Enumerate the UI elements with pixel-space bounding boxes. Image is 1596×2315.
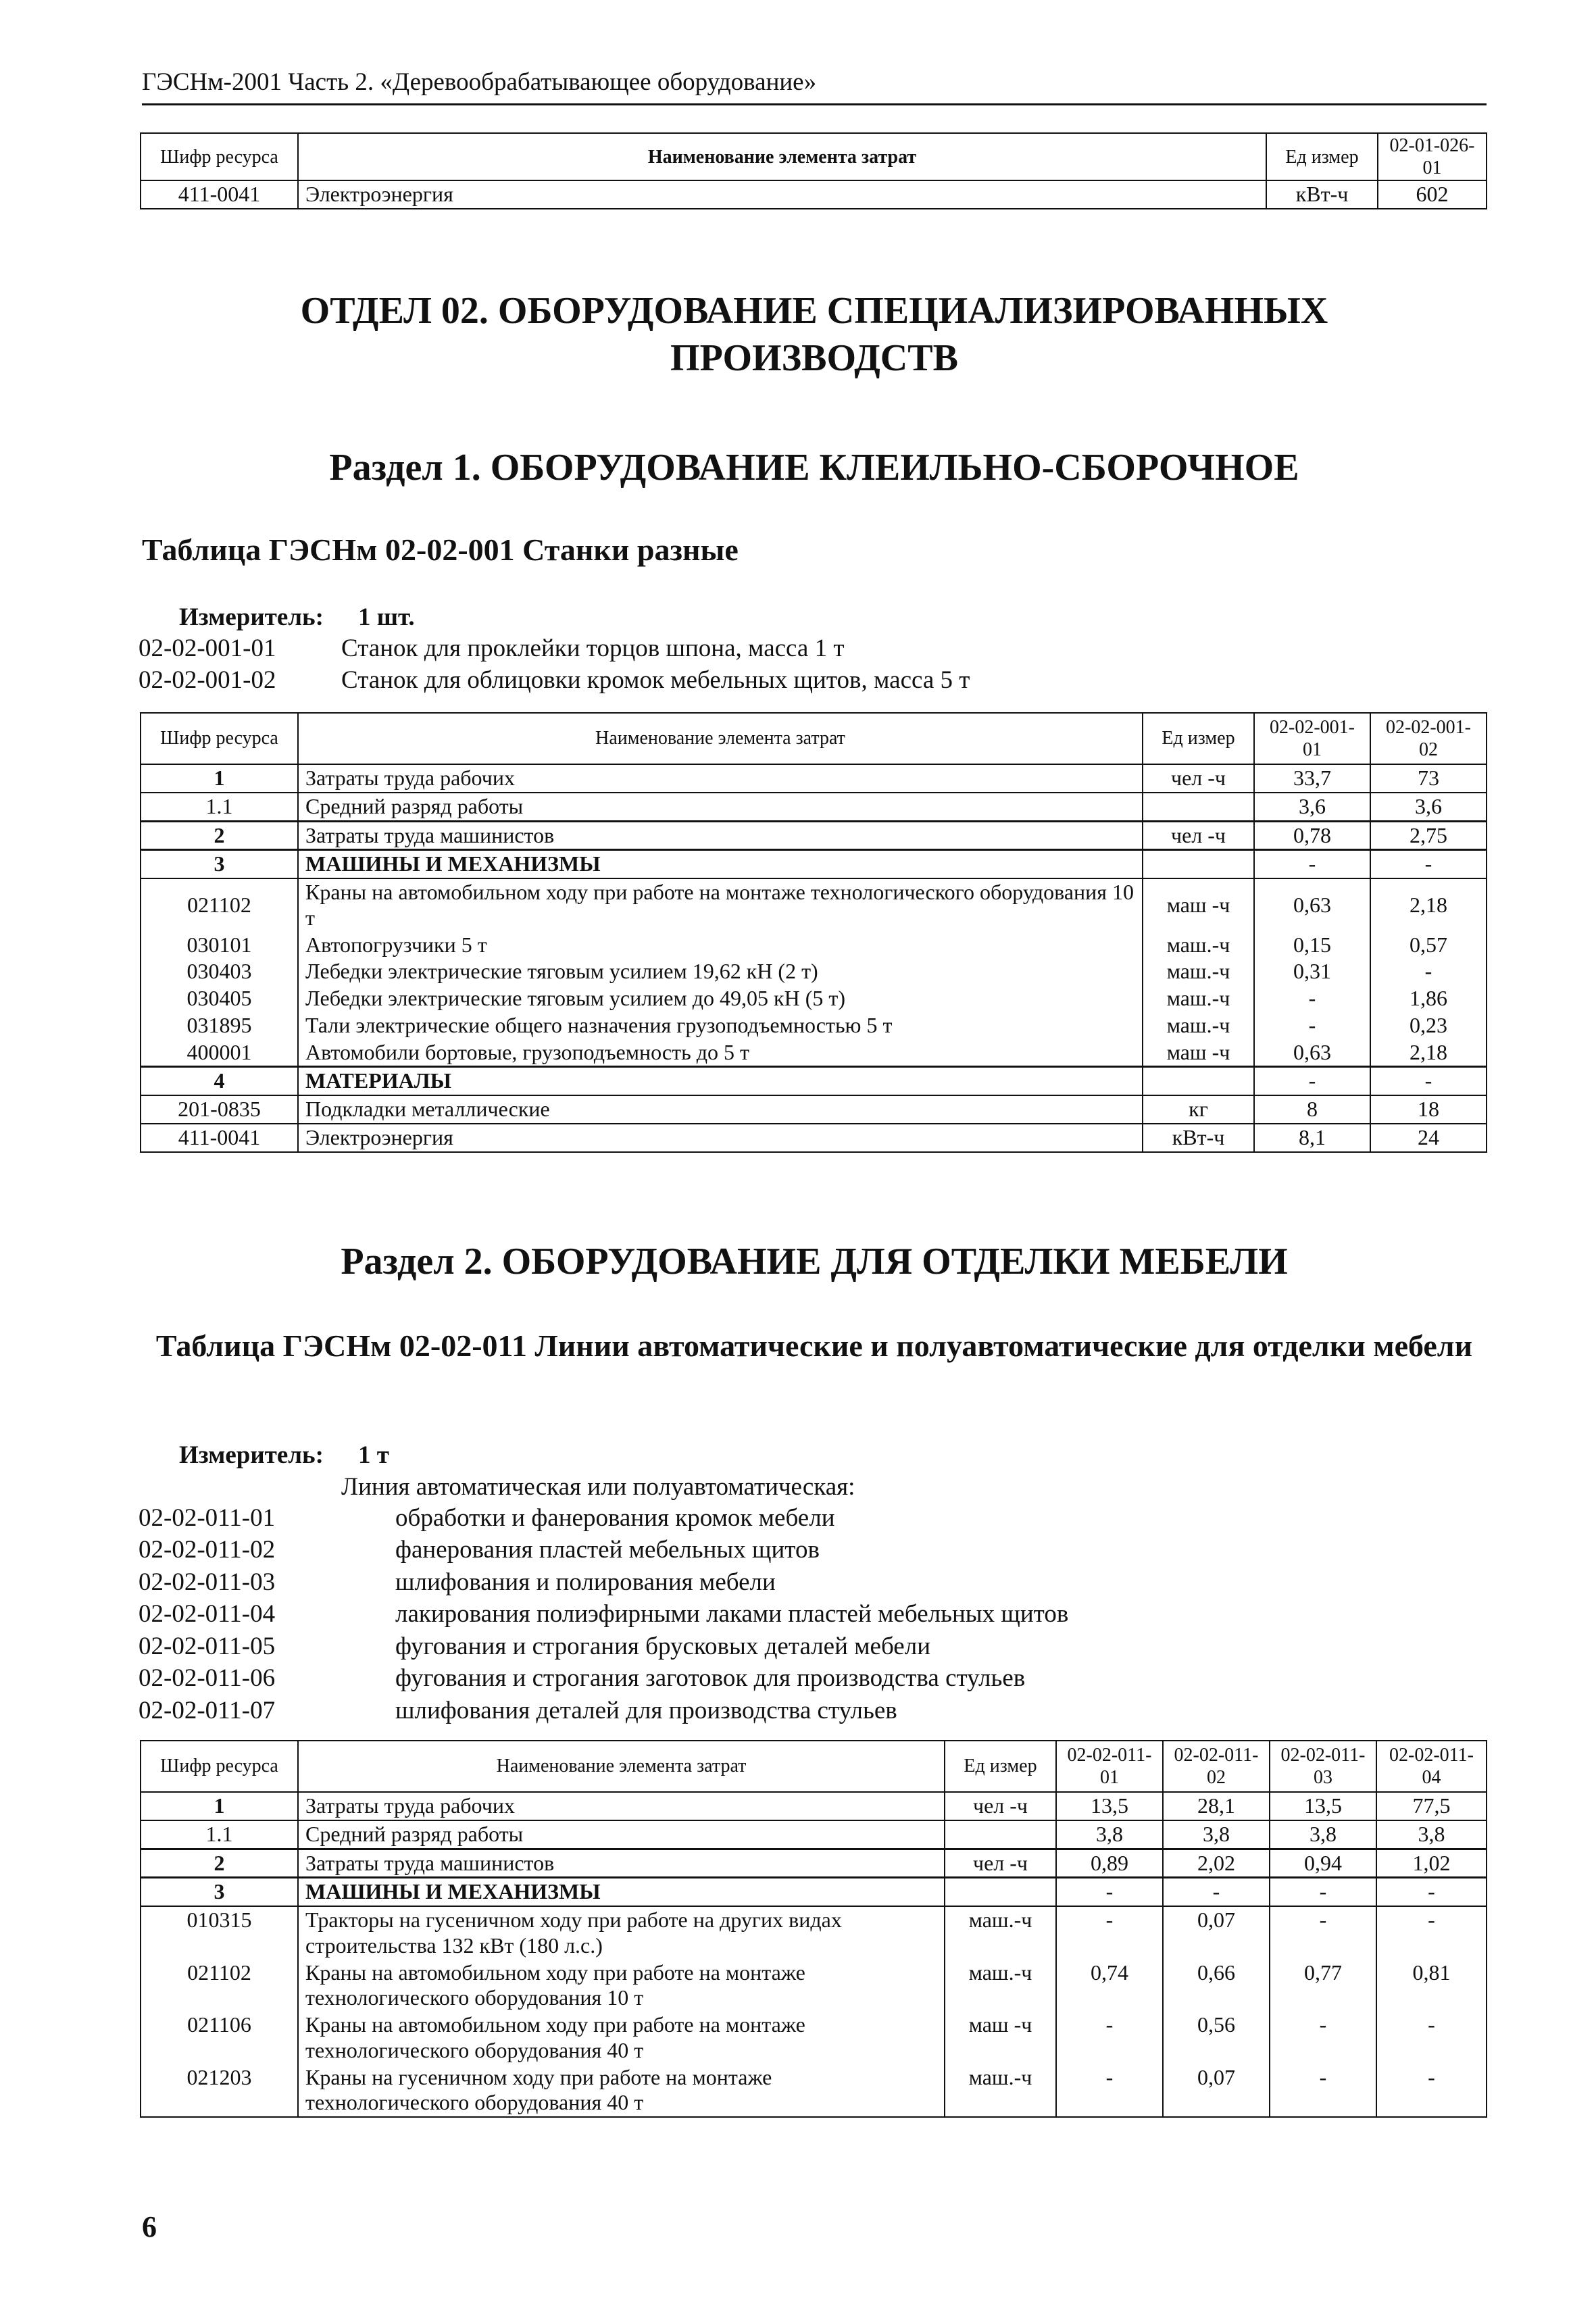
name-cell: Подкладки металлические [298, 1095, 1143, 1124]
section2-meter-label: Измеритель: [179, 1441, 324, 1469]
code-cell: 021106 [141, 2012, 298, 2064]
unit-cell: маш.-ч [1143, 932, 1254, 959]
unit-cell: маш -ч [945, 2012, 1056, 2064]
item-text: фугования и строгания брусковых деталей мебели [395, 1633, 930, 1660]
code-cell: 021102 [141, 878, 298, 932]
name-cell: Лебедки электрические тяговым усилием 19,62 кН (2 т) [298, 958, 1143, 985]
name-cell: Затраты труда рабочих [298, 764, 1143, 793]
value-cell: 0,66 [1163, 1960, 1270, 2012]
name-cell: МАШИНЫ И МЕХАНИЗМЫ [298, 850, 1143, 878]
header-cell: Шифр ресурса [141, 1741, 298, 1792]
table-row [141, 958, 1487, 985]
value-cell: 1,86 [1370, 985, 1487, 1012]
code-cell: 2 [141, 821, 298, 850]
value-cell: 8 [1254, 1095, 1370, 1124]
item-code: 02-02-011-04 [139, 1600, 276, 1628]
item-text: обработки и фанерования кромок мебели [395, 1504, 835, 1532]
value-cell: - [1056, 2064, 1163, 2118]
page-number: 6 [142, 2210, 157, 2243]
code-cell: 201-0835 [141, 1095, 298, 1124]
value-cell: 0,07 [1163, 1906, 1270, 1960]
value-cell: - [1270, 1878, 1376, 1906]
unit-cell [1143, 793, 1254, 821]
code-cell: 1.1 [141, 793, 298, 821]
value-cell: - [1254, 985, 1370, 1012]
unit-cell [945, 1878, 1056, 1906]
value-cell: 0,23 [1370, 1012, 1487, 1039]
table-row [141, 1820, 1487, 1849]
code-cell: 3 [141, 1878, 298, 1906]
table-header [141, 1741, 1487, 1792]
code-cell: 010315 [141, 1906, 298, 1960]
unit-cell: кВт-ч [1143, 1124, 1254, 1152]
header-cell: Наименование элемента затрат [298, 133, 1266, 180]
table-row [141, 1067, 1487, 1095]
value-cell: - [1254, 1012, 1370, 1039]
header-cell: 02-01-026-01 [1378, 133, 1487, 180]
value-cell: - [1376, 1878, 1487, 1906]
unit-cell [1143, 850, 1254, 878]
item-code: 02-02-011-03 [139, 1568, 276, 1596]
value-cell: 0,15 [1254, 932, 1370, 959]
top-table [140, 132, 1487, 209]
header-cell: 02-02-011-04 [1376, 1741, 1487, 1792]
unit-cell: чел -ч [945, 1792, 1056, 1820]
name-cell: Затраты труда рабочих [298, 1792, 945, 1820]
unit-cell [1143, 1067, 1254, 1095]
value-cell: 0,77 [1270, 1960, 1376, 2012]
code-cell: 2 [141, 1849, 298, 1878]
code-cell: 400001 [141, 1039, 298, 1067]
value-cell: - [1270, 2012, 1376, 2064]
item-code: 02-02-011-01 [139, 1504, 276, 1532]
table-row [141, 764, 1487, 793]
value-cell: - [1056, 1906, 1163, 1960]
name-cell: Электроэнергия [298, 180, 1266, 209]
value-cell: 33,7 [1254, 764, 1370, 793]
value-cell: 0,63 [1254, 878, 1370, 932]
section1-meter-label: Измеритель: [179, 603, 324, 631]
header-cell: Ед измер [945, 1741, 1056, 1792]
value-cell: 0,74 [1056, 1960, 1163, 2012]
table-row [141, 1039, 1487, 1067]
section2-table [140, 1740, 1487, 2118]
table-row [141, 793, 1487, 821]
table-row [141, 1792, 1487, 1820]
value-cell: - [1254, 850, 1370, 878]
value-cell: 13,5 [1056, 1792, 1163, 1820]
code-cell: 3 [141, 850, 298, 878]
item-text: шлифования и полирования мебели [395, 1568, 776, 1596]
item-text: Станок для облицовки кромок мебельных щитов, масса 5 т [341, 666, 970, 694]
name-cell: Автопогрузчики 5 т [298, 932, 1143, 959]
code-cell: 031895 [141, 1012, 298, 1039]
table-row [141, 932, 1487, 959]
value-cell: 0,56 [1163, 2012, 1270, 2064]
table-row [141, 878, 1487, 932]
value-cell: - [1163, 1878, 1270, 1906]
section1-heading: Раздел 1. ОБОРУДОВАНИЕ КЛЕИЛЬНО-СБОРОЧНОЕ [329, 447, 1299, 489]
code-cell: 4 [141, 1067, 298, 1095]
table-row [141, 821, 1487, 850]
table-row [141, 1960, 1487, 2012]
unit-cell: маш.-ч [1143, 985, 1254, 1012]
section2-table-title: Таблица ГЭСНм 02-02-011 Линии автоматические и полуавтоматические для отделки мебели [155, 1328, 1473, 1363]
value-cell: 3,8 [1163, 1820, 1270, 1849]
section1-meter-value: 1 шт. [358, 603, 415, 631]
code-cell: 1 [141, 764, 298, 793]
code-cell: 030403 [141, 958, 298, 985]
item-text: шлифования деталей для производства стульев [395, 1697, 897, 1724]
value-cell: - [1056, 1878, 1163, 1906]
top-table-header [141, 133, 1487, 180]
header-cell: 02-02-011-02 [1163, 1741, 1270, 1792]
section1-table-title: Таблица ГЭСНм 02-02-001 Станки разные [142, 532, 739, 567]
value-cell: - [1270, 1906, 1376, 1960]
value-cell: - [1270, 2064, 1376, 2118]
value-cell: 3,6 [1370, 793, 1487, 821]
table-row [141, 180, 1487, 209]
value-cell: 3,8 [1270, 1820, 1376, 1849]
value-cell: 2,18 [1370, 878, 1487, 932]
value-cell: 0,78 [1254, 821, 1370, 850]
table-row [141, 2012, 1487, 2064]
item-text: фанерования пластей мебельных щитов [395, 1536, 820, 1564]
item-text: фугования и строгания заготовок для производства стульев [395, 1664, 1026, 1692]
unit-cell: маш.-ч [945, 1906, 1056, 1960]
unit-cell: маш.-ч [1143, 958, 1254, 985]
value-cell: 0,57 [1370, 932, 1487, 959]
item-code: 02-02-011-06 [139, 1664, 276, 1692]
table-row [141, 1906, 1487, 1960]
header-cell: Шифр ресурса [141, 713, 298, 764]
table-header [141, 713, 1487, 764]
value-cell: 73 [1370, 764, 1487, 793]
value-cell: 0,94 [1270, 1849, 1376, 1878]
unit-cell: чел -ч [1143, 764, 1254, 793]
table-row [141, 1124, 1487, 1152]
header-cell: Шифр ресурса [141, 133, 298, 180]
item-code: 02-02-011-05 [139, 1633, 276, 1660]
department-heading: ОТДЕЛ 02. ОБОРУДОВАНИЕ СПЕЦИАЛИЗИРОВАННЫХ ПРОИЗВОДСТВ [300, 290, 1328, 379]
value-cell: - [1376, 2064, 1487, 2118]
code-cell: 021102 [141, 1960, 298, 2012]
name-cell: Затраты труда машинистов [298, 821, 1143, 850]
unit-cell: кг [1143, 1095, 1254, 1124]
header-cell: 02-02-001-02 [1370, 713, 1487, 764]
name-cell: Краны на автомобильном ходу при работе на монтаже технологического оборудования 40 т [298, 2012, 945, 2064]
table-row [141, 1849, 1487, 1878]
value-cell: - [1376, 2012, 1487, 2064]
name-cell: Тали электрические общего назначения грузоподъемностью 5 т [298, 1012, 1143, 1039]
unit-cell: маш.-ч [945, 2064, 1056, 2118]
name-cell: МАШИНЫ И МЕХАНИЗМЫ [298, 1878, 945, 1906]
value-cell: 28,1 [1163, 1792, 1270, 1820]
item-text: лакирования полиэфирными лаками пластей мебельных щитов [395, 1600, 1069, 1628]
value-cell: 3,8 [1376, 1820, 1487, 1849]
name-cell: Краны на автомобильном ходу при работе на монтаже технологического оборудования 10 т [298, 1960, 945, 2012]
code-cell: 411-0041 [141, 180, 298, 209]
item-code: 02-02-011-07 [139, 1697, 276, 1724]
name-cell: Автомобили бортовые, грузоподъемность до 5 т [298, 1039, 1143, 1067]
value-cell: 18 [1370, 1095, 1487, 1124]
name-cell: Средний разряд работы [298, 1820, 945, 1849]
value-cell: 602 [1378, 180, 1487, 209]
value-cell: 1,02 [1376, 1849, 1487, 1878]
unit-cell: чел -ч [1143, 821, 1254, 850]
value-cell: - [1254, 1067, 1370, 1095]
table-row [141, 2064, 1487, 2118]
header-cell: 02-02-011-01 [1056, 1741, 1163, 1792]
table-row [141, 1095, 1487, 1124]
value-cell: - [1370, 1067, 1487, 1095]
code-cell: 1.1 [141, 1820, 298, 1849]
unit-cell: маш -ч [1143, 1039, 1254, 1067]
value-cell: 3,8 [1056, 1820, 1163, 1849]
name-cell: Краны на автомобильном ходу при работе на монтаже технологического оборудования 10 т [298, 878, 1143, 932]
section2-meter-value: 1 т [358, 1441, 389, 1469]
name-cell: МАТЕРИАЛЫ [298, 1067, 1143, 1095]
running-head: ГЭСНм-2001 Часть 2. «Деревообрабатывающее оборудование» [142, 68, 1487, 105]
code-cell: 411-0041 [141, 1124, 298, 1152]
value-cell: - [1370, 850, 1487, 878]
section2-heading: Раздел 2. ОБОРУДОВАНИЕ ДЛЯ ОТДЕЛКИ МЕБЕЛИ [341, 1241, 1288, 1283]
code-cell: 021203 [141, 2064, 298, 2118]
code-cell: 1 [141, 1792, 298, 1820]
value-cell: - [1056, 2012, 1163, 2064]
header-cell: 02-02-001-01 [1254, 713, 1370, 764]
section1-table [140, 712, 1487, 1153]
unit-cell: чел -ч [945, 1849, 1056, 1878]
name-cell: Краны на гусеничном ходу при работе на монтаже технологического оборудования 40 т [298, 2064, 945, 2118]
section2-intro: Линия автоматическая или полуавтоматическая: [341, 1473, 855, 1501]
header-cell: Ед измер [1143, 713, 1254, 764]
header-cell: 02-02-011-03 [1270, 1741, 1376, 1792]
name-cell: Электроэнергия [298, 1124, 1143, 1152]
table-row [141, 850, 1487, 878]
header-cell: Ед измер [1266, 133, 1378, 180]
value-cell: 8,1 [1254, 1124, 1370, 1152]
value-cell: 2,75 [1370, 821, 1487, 850]
table-row [141, 1878, 1487, 1906]
unit-cell [945, 1820, 1056, 1849]
name-cell: Затраты труда машинистов [298, 1849, 945, 1878]
item-code: 02-02-001-01 [139, 634, 276, 662]
value-cell: 2,02 [1163, 1849, 1270, 1878]
header-cell: Наименование элемента затрат [298, 713, 1143, 764]
value-cell: 24 [1370, 1124, 1487, 1152]
value-cell: 0,07 [1163, 2064, 1270, 2118]
value-cell: 2,18 [1370, 1039, 1487, 1067]
name-cell: Лебедки электрические тяговым усилием до 49,05 кН (5 т) [298, 985, 1143, 1012]
item-code: 02-02-001-02 [139, 666, 276, 694]
item-code: 02-02-011-02 [139, 1536, 276, 1564]
unit-cell: маш -ч [1143, 878, 1254, 932]
value-cell: 0,31 [1254, 958, 1370, 985]
unit-cell: кВт-ч [1266, 180, 1378, 209]
value-cell: 3,6 [1254, 793, 1370, 821]
header-cell: Наименование элемента затрат [298, 1741, 945, 1792]
name-cell: Средний разряд работы [298, 793, 1143, 821]
table-row [141, 1012, 1487, 1039]
item-text: Станок для проклейки торцов шпона, масса 1 т [341, 634, 845, 662]
value-cell: - [1370, 958, 1487, 985]
value-cell: 0,63 [1254, 1039, 1370, 1067]
unit-cell: маш.-ч [1143, 1012, 1254, 1039]
unit-cell: маш.-ч [945, 1960, 1056, 2012]
value-cell: 0,89 [1056, 1849, 1163, 1878]
code-cell: 030101 [141, 932, 298, 959]
name-cell: Тракторы на гусеничном ходу при работе на других видах строительства 132 кВт (180 л.с.) [298, 1906, 945, 1960]
value-cell: 13,5 [1270, 1792, 1376, 1820]
code-cell: 030405 [141, 985, 298, 1012]
value-cell: 0,81 [1376, 1960, 1487, 2012]
value-cell: - [1376, 1906, 1487, 1960]
table-row [141, 985, 1487, 1012]
value-cell: 77,5 [1376, 1792, 1487, 1820]
